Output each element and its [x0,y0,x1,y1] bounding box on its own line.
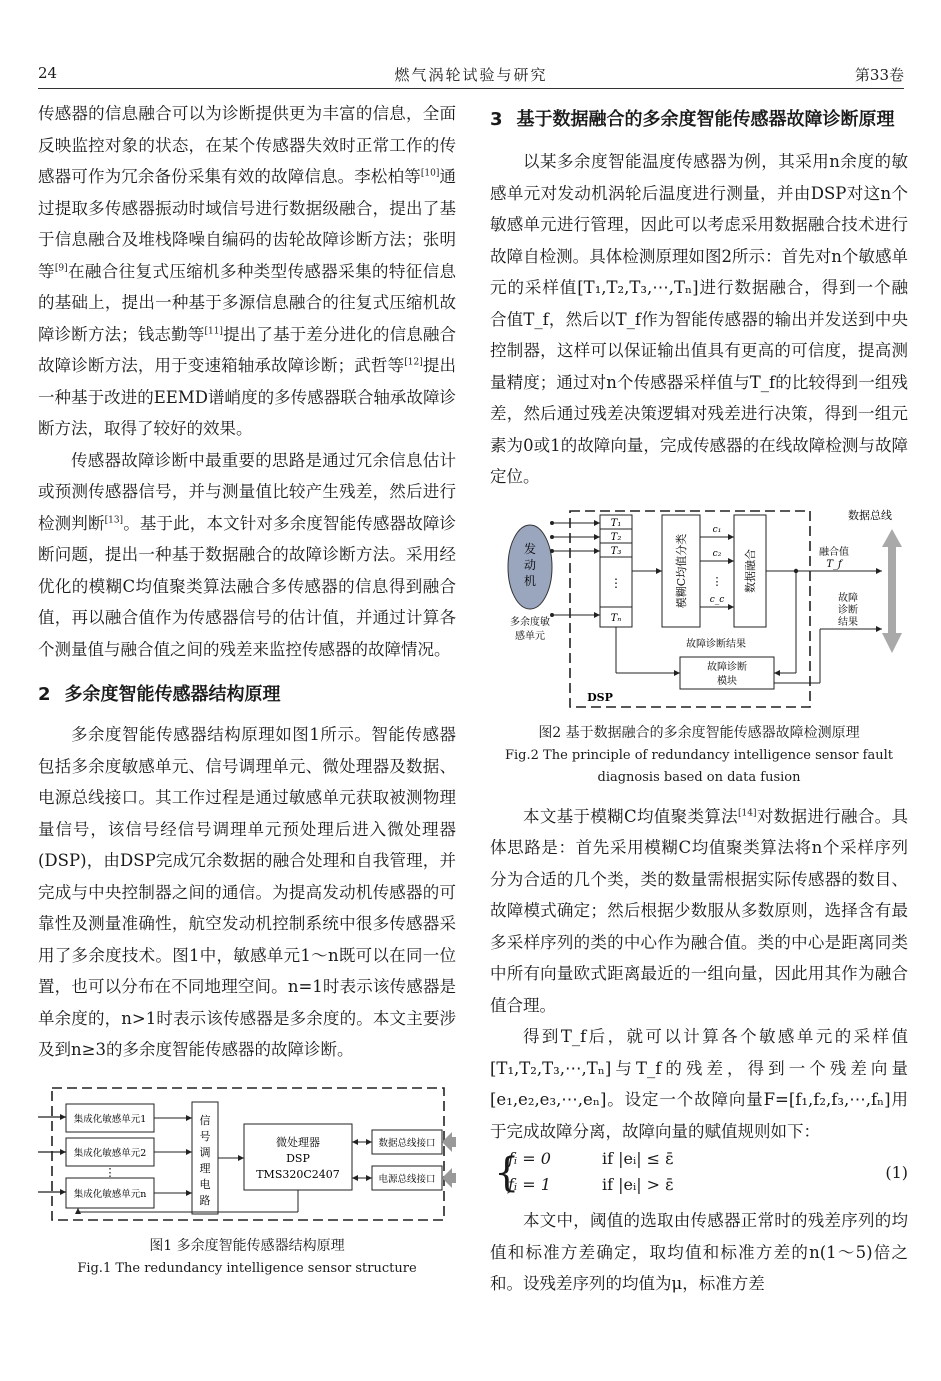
fig2-tn: Tₙ [610,612,622,624]
figure-2-caption-en-1: Fig.2 The principle of redundancy intelligence sensor fault [505,747,893,763]
fig2-cdots: ⋮ [711,574,723,588]
fig1-data-bus: 数据总线接口 [378,1137,436,1149]
fig1-sensor-1: 集成化敏感单元1 [73,1113,147,1125]
equation-line1-cond: if |eᵢ| ≤ ε̄ [602,1149,674,1168]
section-title: 基于数据融合的多余度智能传感器故障诊断原理 [516,109,895,130]
equation-1 [490,1147,908,1205]
figure-2-caption-cn: 图2 基于数据融合的多余度智能传感器故障检测原理 [538,724,860,741]
volume-label: 第33卷 [854,66,904,84]
fig1-conditioning: 信号调理电路 [199,1113,211,1207]
paragraph-fault-diagnosis-idea: 传感器故障诊断中最重要的思路是通过冗余信息估计或预测传感器信号，并与测量值比较产生残差，然后进行检测判断[13]。基于此，本文针对多余度智能传感器故障诊断问题，提出一种基于数据融合的故障诊断方法。采用经优化的模糊C均值聚类算法融合多传感器的信息得到融合值，再以融合值作为传感器信号的估计值，并通过计算各个测量值与融合值之间的残差来监控传感器的故障情况。 [38,450,457,659]
equation-line2-left: fᵢ = 1 [508,1175,551,1194]
paragraph-threshold: 本文中，阈值的选取由传感器正常时的残差序列的均值和标准方差确定，取均值和标准方差的n(1～5)倍之和。设残差序列的均值为μ，标准方差 [490,1211,908,1293]
fig1-sensor-n: 集成化敏感单元n [73,1188,147,1200]
figure-1-caption-cn: 图1 多余度智能传感器结构原理 [149,1237,345,1254]
fig2-dsp: DSP [587,690,613,704]
journal-name: 燃气涡轮试验与研究 [394,66,548,84]
paragraph-fcm: 本文基于模糊C均值聚类算法[14]对数据进行融合。具体思路是：首先采用模糊C均值聚类算法将n个采样序列分为合适的几个类，类的数量需根据实际传感器的数目、故障模式确定；然后根据少数服从多数原则，选择含有最多采样序列的类的中心作为融合值。类的中心是距离同类中所有向量欧式距离最近的一组向量，因此用其作为融合值合理。 [490,806,909,1015]
figure-1-caption-en: Fig.1 The redundancy intelligence sensor structure [77,1260,417,1276]
figure-2-diagram [490,507,908,717]
figure-1 [38,1080,456,1280]
paragraph-residual: 得到T_f后，就可以计算各个敏感单元的采样值[T₁,T₂,T₃,⋯,Tₙ]与T_f的残差，得到一个残差向量[e₁,e₂,e₃,⋯,eₙ]。设定一个故障向量F=[f₁,f₂,f₃,⋯,fₙ]用于完成故障分离，故障向量的赋值规则如下： [490,1027,908,1141]
fig2-diag-line2: 模块 [717,675,737,687]
fig2-tdots: ⋮ [610,575,622,590]
section-number: 3 [490,109,503,130]
page-number: 24 [38,64,58,82]
equation-brace: { [494,1150,520,1196]
equation-number: (1) [885,1163,908,1182]
figure-2-caption-en-2: diagnosis based on data fusion [597,769,801,785]
fig2-cc: c_c [709,594,725,605]
fig2-fault-out: 故障诊断结果 [838,592,858,628]
fig1-mp-line1: 微处理器 [276,1135,320,1149]
paragraph-structure: 多余度智能传感器结构原理如图1所示。智能传感器包括多余度敏感单元、信号调理单元、微处理器及数据、电源总线接口。其工作过程是通过敏感单元获取被测物理量信号，该信号经信号调理单元预处理后进入微处理器(DSP)，由DSP完成冗余数据的融合处理和自我管理，并完成与中央控制器之间的通信。为提高发动机传感器的可靠性及测量准确性，航空发动机控制系统中很多传感器采用了多余度技术。图1中，敏感单元1～n既可以在同一位置，也可以分布在不同地理空间。n=1时表示该传感器是单余度的，n>1时表示该传感器是多余度的。本文主要涉及到n≥3的多余度智能传感器的故障诊断。 [38,725,456,1059]
figure-2 [490,507,908,789]
equation-line2-cond: if |eᵢ| > ε̄ [602,1175,674,1194]
fig2-result: 故障诊断结果 [686,638,746,650]
figure-1-diagram [38,1080,456,1230]
left-column [38,98,456,1280]
section-2-heading [38,675,456,715]
right-column [490,98,908,1300]
paragraph-intro-continued: 传感器的信息融合可以为诊断提供更为丰富的信息，全面反映监控对象的状态，在某个传感器失效时正常工作的传感器可作为冗余备份采集有效的故障信息。李松柏等[10]通过提取多传感器振动时域信号进行数据级融合，提出了基于信息融合及堆栈降噪自编码的齿轮故障诊断方法；张明等[9]在融合往复式压缩机多种类型传感器采集的特征信息的基础上，提出一种基于多源信息融合的往复式压缩机故障诊断方法；钱志勤等[11]提出了基于差分进化的信息融合故障诊断方法，用于变速箱轴承故障诊断；武哲等[12]提出一种基于改进的EEMD谱峭度的多传感器联合轴承故障诊断方法，取得了较好的效果。 [38,104,457,438]
fig2-c2: c₂ [712,548,722,559]
fig2-t3: T₃ [610,545,622,557]
fig2-engine-label: 发动机 [523,541,537,588]
section-title: 多余度智能传感器结构原理 [64,684,281,705]
section-3-heading [490,98,908,142]
page-header [38,62,904,89]
fig2-tf: T_f [826,558,842,570]
fig1-power-bus: 电源总线接口 [378,1173,436,1185]
fig2-sensor-label: 多余度敏感单元 [510,616,550,642]
fig2-t1: T₁ [610,517,622,529]
fig2-fusion: 数据融合 [744,548,757,593]
fig1-mp-line2: DSP [286,1151,310,1165]
fig2-bus-arrow [882,529,902,653]
fig1-mp-line3: TMS320C2407 [256,1167,340,1181]
paragraph-principle: 以某多余度智能温度传感器为例，其采用n余度的敏感单元对发动机涡轮后温度进行测量，并由DSP对这n个敏感单元进行管理，因此可以考虑采用数据融合技术进行故障自检测。具体检测原理如图2所示：首先对n个敏感单元的采样值[T₁,T₂,T₃,⋯,Tₙ]进行数据融合，得到一个融合值T_f，然后以T_f作为智能传感器的输出并发送到中央控制器，这样可以保证输出值具有更高的可信度，提高测量精度；通过对n个传感器采样值与T_f的比较得到一组残差，然后通过残差决策逻辑对残差进行决策，得到一组元素为0或1的故障向量，完成传感器的在线故障检测与故障定位。 [490,152,908,486]
fig2-t2: T₂ [610,531,622,543]
fig2-fused-value: 融合值 [819,546,849,558]
fig2-bus-label: 数据总线 [848,508,892,522]
fig1-sensor-2: 集成化敏感单元2 [73,1147,147,1159]
equation-line1-left: fᵢ = 0 [508,1149,551,1168]
fig2-fcm: 模糊C均值分类 [675,533,688,608]
fig2-c1: c₁ [712,524,722,535]
section-number: 2 [38,684,51,705]
fig1-dots: ⋮ [104,1165,116,1179]
fig2-diag-line1: 故障诊断 [707,661,747,673]
